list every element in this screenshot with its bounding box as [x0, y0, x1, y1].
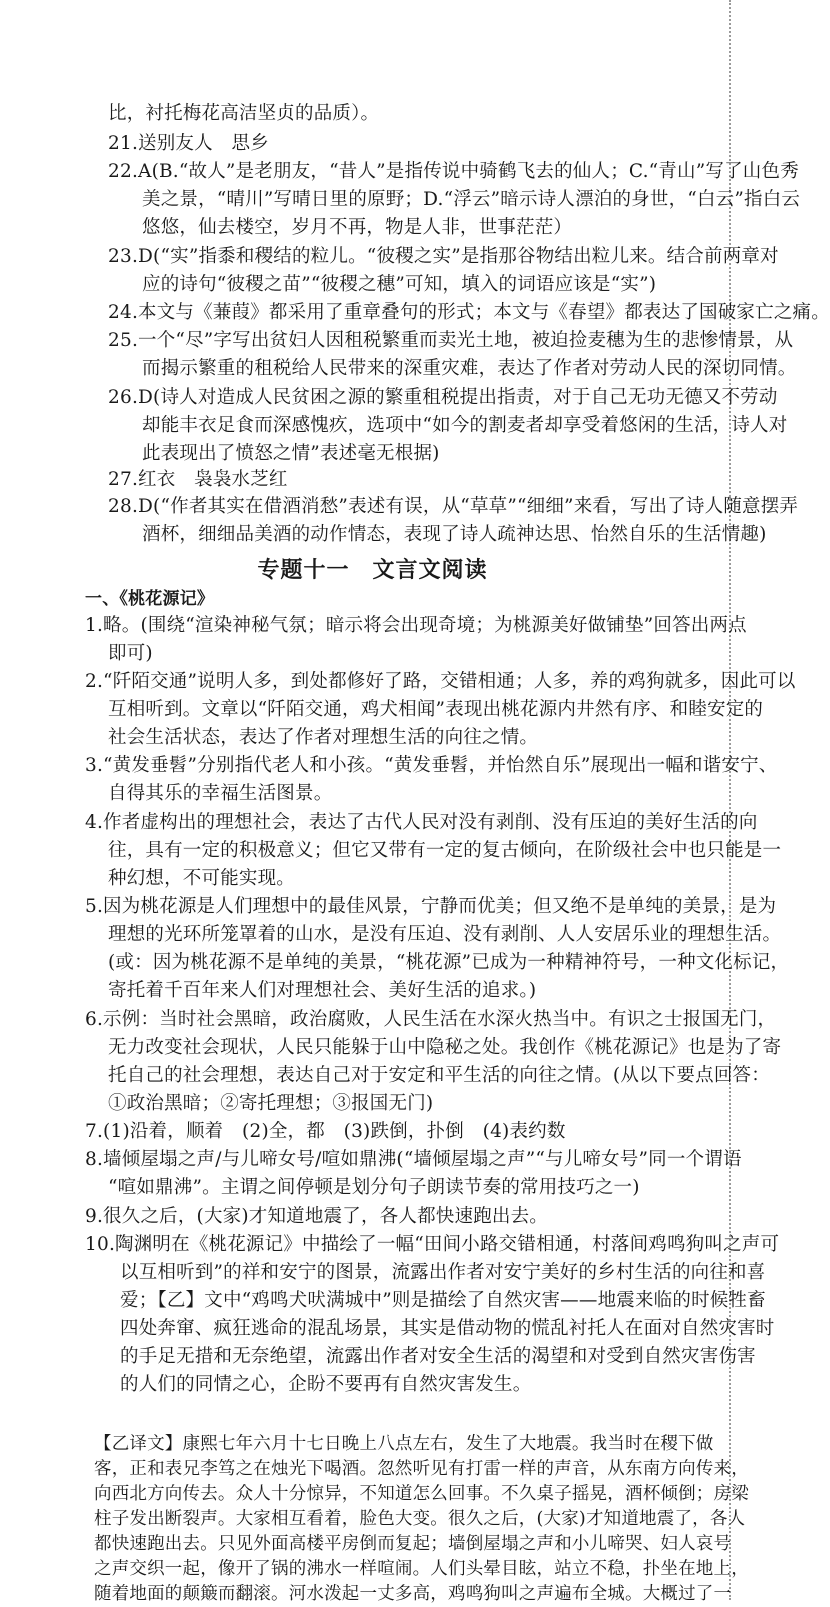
- text-line: 自得其乐的幸福生活图景。: [108, 783, 333, 804]
- translation-line: 柱子发出断裂声。大家相互看着，脸色大变。很久之后，(大家)才知道地震了，各人: [94, 1509, 746, 1529]
- translation-line: 之声交织一起，像开了锅的沸水一样喧闹。人们头晕目眩，站立不稳，扑坐在地上，: [94, 1559, 749, 1579]
- text-line: 1.略。(围绕“渲染神秘气氛；暗示将会出现奇境；为桃源美好做铺垫”回答出两点: [85, 615, 747, 636]
- text-line: 21.送别友人 思乡: [108, 133, 269, 154]
- text-line: 2.“阡陌交通”说明人多，到处都修好了路，交错相通；人多，养的鸡狗就多，因此可以: [85, 671, 796, 692]
- text-line: 10.陶渊明在《桃花源记》中描绘了一幅“田间小路交错相通，村落间鸡鸣狗叫之声可: [85, 1234, 780, 1255]
- text-line: 无力改变社会现状，人民只能躲于山中隐秘之处。我创作《桃花源记》也是为了寄: [108, 1037, 782, 1058]
- text-line: 3.“黄发垂髫”分别指代老人和小孩。“黄发垂髫，并怡然自乐”展现出一幅和谐安宁、: [85, 755, 778, 776]
- translation-line: 随着地面的颠簸而翻滚。河水泼起一丈多高，鸡鸣狗叫之声遍布全城。大概过了一: [94, 1584, 732, 1604]
- text-line: 应的诗句“彼稷之苗”“彼稷之穗”可知，填入的词语应该是“实”): [142, 274, 657, 295]
- translation-line: 【乙译文】康熙七年六月十七日晚上八点左右，发生了大地震。我当时在稷下做: [94, 1434, 714, 1454]
- text-line: 27.红衣 袅袅水芝红: [108, 469, 288, 490]
- text-line: 此表现出了愤怒之情”表述毫无根据): [142, 443, 440, 464]
- text-line: 四处奔窜、疯狂逃命的混乱场景，其实是借动物的慌乱衬托人在面对自然灾害时: [120, 1318, 775, 1339]
- text-line: 悠悠，仙去楼空，岁月不再，物是人非，世事茫茫）: [142, 217, 573, 238]
- section-heading: 专题十一 文言文阅读: [257, 558, 488, 583]
- text-line: 社会生活状态，表达了作者对理想生活的向往之情。: [108, 727, 539, 748]
- text-line: “喧如鼎沸”。主谓之间停顿是划分句子朗读节奏的常用技巧之一): [108, 1177, 640, 1198]
- text-line: 种幻想，不可能实现。: [108, 868, 296, 889]
- text-line: 以互相听到”的祥和安宁的图景，流露出作者对安宁美好的乡村生活的向往和喜: [120, 1262, 766, 1283]
- text-line: 28.D(“作者其实在借酒消愁”表述有误，从“草草”“细细”来看，写出了诗人随意摆弄: [108, 496, 799, 517]
- text-line: (或：因为桃花源不是单纯的美景，“桃花源”已成为一种精神符号，一种文化标记，: [108, 952, 790, 973]
- text-line: 5.因为桃花源是人们理想中的最佳风景，宁静而优美；但又绝不是单纯的美景，是为: [85, 896, 777, 917]
- text-line: 比，衬托梅花高洁坚贞的品质）。: [108, 103, 380, 124]
- text-line: 22.A(B.“故人”是老朋友，“昔人”是指传说中骑鹤飞去的仙人；C.“青山”写了山色秀: [108, 161, 799, 182]
- text-line: 即可): [108, 643, 153, 664]
- text-line: 互相听到。文章以“阡陌交通，鸡犬相闻”表现出桃花源内井然有序、和睦安定的: [108, 699, 764, 720]
- text-line: 的手足无措和无奈绝望，流露出作者对安全生活的渴望和对受到自然灾害伤害: [120, 1346, 756, 1367]
- text-line: 24.本文与《蒹葭》都采用了重章叠句的形式；本文与《春望》都表达了国破家亡之痛。: [108, 302, 830, 323]
- text-line: 而揭示繁重的租税给人民带来的深重灾难，表达了作者对劳动人民的深切同情。: [142, 358, 797, 379]
- text-line: 6.示例：当时社会黑暗，政治腐败，人民生活在水深火热当中。有识之士报国无门，: [85, 1009, 777, 1030]
- translation-line: 向西北方向传去。众人十分惊异，不知道怎么回事。不久桌子摇晃，酒杯倾倒；房梁: [94, 1484, 749, 1504]
- text-line: 却能丰衣足食而深感愧疚，选项中“如今的割麦者却享受着悠闲的生活，诗人对: [142, 415, 788, 436]
- translation-line: 客，正和表兄李笃之在烛光下喝酒。忽然听见有打雷一样的声音，从东南方向传来，: [94, 1459, 749, 1479]
- text-line: 理想的光环所笼罩着的山水，是没有压迫、没有剥削、人人安居乐业的理想生活。: [108, 924, 782, 945]
- text-line: 25.一个“尽”字写出贫妇人因租税繁重而卖光土地，被迫捡麦穗为生的悲惨情景，从: [108, 330, 794, 351]
- text-line: 8.墙倾屋塌之声/与儿啼女号/喧如鼎沸(“墙倾屋塌之声”“与儿啼女号”同一个谓语: [85, 1149, 742, 1170]
- text-line: 酒杯，细细品美酒的动作情态，表现了诗人疏神达思、怡然自乐的生活情趣): [142, 524, 767, 545]
- text-line: 托自己的社会理想，表达自己对于安定和平生活的向往之情。(从以下要点回答：: [108, 1065, 770, 1086]
- text-line: 往，具有一定的积极意义；但它又带有一定的复古倾向，在阶级社会中也只能是一: [108, 840, 782, 861]
- text-line: 23.D(“实”指黍和稷结的粒儿。“彼稷之实”是指那谷物结出粒儿来。结合前两章对: [108, 246, 779, 267]
- text-line: 寄托着千百年来人们对理想社会、美好生活的追求。): [108, 980, 537, 1001]
- text-line: 4.作者虚构出的理想社会，表达了古代人民对没有剥削、没有压迫的美好生活的向: [85, 812, 758, 833]
- text-line: 9.很久之后，(大家)才知道地震了，各人都快速跑出去。: [85, 1206, 548, 1227]
- text-line: 26.D(诗人对造成人民贫困之源的繁重租税提出指责，对于自己无功无德又不劳动: [108, 387, 778, 408]
- text-line: 美之景，“晴川”写晴日里的原野；D.“浮云”暗示诗人漂泊的身世，“白云”指白云: [142, 189, 801, 210]
- subheading: 一、《桃花源记》: [85, 589, 215, 609]
- translation-line: 都快速跑出去。只见外面高楼平房倒而复起；墙倒屋塌之声和小儿啼哭、妇人哀号: [94, 1534, 732, 1554]
- text-line: ①政治黑暗；②寄托理想；③报国无门): [108, 1093, 434, 1114]
- text-line: 爱；【乙】文中“鸡鸣犬吠满城中”则是描绘了自然灾害——地震来临的时候牲畜: [120, 1290, 766, 1311]
- text-line: 的人们的同情之心，企盼不要再有自然灾害发生。: [120, 1374, 532, 1395]
- text-line: 7.(1)沿着，顺着 (2)全，都 (3)跌倒，扑倒 (4)表约数: [85, 1121, 566, 1142]
